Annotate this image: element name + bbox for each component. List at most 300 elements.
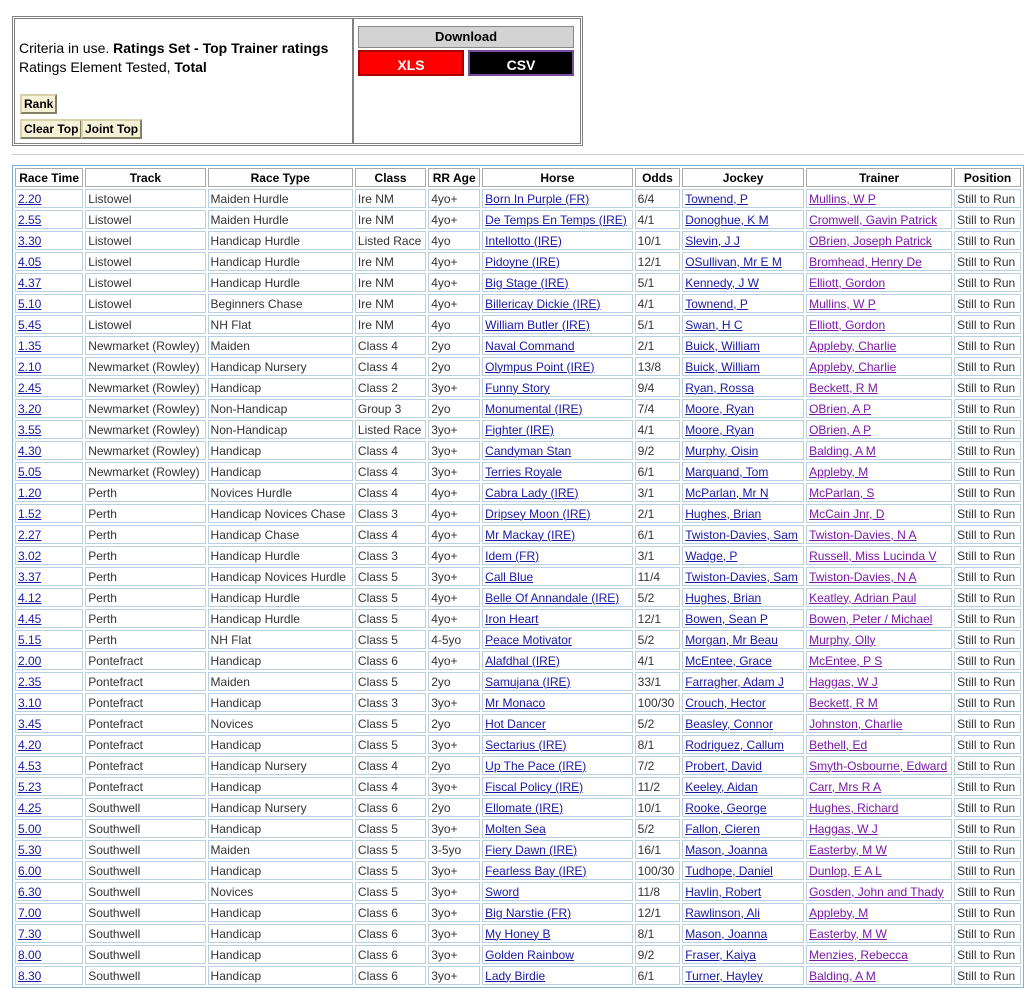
jockey-link[interactable]: OSullivan, Mr E M xyxy=(685,254,782,269)
horse-link[interactable]: Hot Dancer xyxy=(485,716,546,731)
horse-link[interactable]: Funny Story xyxy=(485,380,550,395)
horse-link[interactable]: Belle Of Annandale (IRE) xyxy=(485,590,620,605)
table-cell: 2yo xyxy=(428,357,480,376)
trainer-link[interactable]: Balding, A M xyxy=(809,443,876,458)
table-cell: Still to Run xyxy=(954,546,1021,565)
race-time-link[interactable]: 8.30 xyxy=(18,968,42,983)
race-time-link[interactable]: 4.05 xyxy=(18,254,42,269)
trainer-link[interactable]: Johnston, Charlie xyxy=(809,716,903,731)
table-cell xyxy=(15,819,83,838)
table-cell: 5/2 xyxy=(635,630,681,649)
table-cell: 3yo+ xyxy=(428,861,480,880)
column-header: Race Type xyxy=(208,168,353,187)
jockey-link[interactable]: Townend, P xyxy=(685,191,748,206)
table-cell xyxy=(15,273,83,292)
table-cell: Still to Run xyxy=(954,399,1021,418)
table-cell: Still to Run xyxy=(954,357,1021,376)
table-cell xyxy=(682,189,804,208)
table-cell: Still to Run xyxy=(954,315,1021,334)
jockey-link[interactable]: Twiston-Davies, Sam xyxy=(685,527,798,542)
race-time-link[interactable]: 2.20 xyxy=(18,191,42,206)
table-cell: Southwell xyxy=(85,819,205,838)
table-cell: Handicap Novices Chase xyxy=(208,504,353,523)
horse-link[interactable]: Terries Royale xyxy=(485,464,562,479)
table-cell xyxy=(15,546,83,565)
trainer-link[interactable]: Mullins, W P xyxy=(809,296,876,311)
jockey-link[interactable]: Marquand, Tom xyxy=(685,464,769,479)
trainer-link[interactable]: Appleby, M xyxy=(809,905,869,920)
trainer-link[interactable]: McEntee, P S xyxy=(809,653,883,668)
table-cell xyxy=(482,945,632,964)
table-cell: Class 4 xyxy=(355,336,426,355)
column-header: Odds xyxy=(635,168,681,187)
horse-link[interactable]: Mr Monaco xyxy=(485,695,546,710)
table-cell: Class 6 xyxy=(355,651,426,670)
trainer-link[interactable]: OBrien, A P xyxy=(809,401,872,416)
race-time-link[interactable]: 2.10 xyxy=(18,359,42,374)
jockey-link[interactable]: McEntee, Grace xyxy=(685,653,772,668)
trainer-link[interactable]: Appleby, M xyxy=(809,464,869,479)
table-cell: Class 6 xyxy=(355,903,426,922)
jockey-link[interactable]: Mason, Joanna xyxy=(685,842,768,857)
horse-link[interactable]: De Temps En Temps (IRE) xyxy=(485,212,627,227)
table-cell xyxy=(806,336,952,355)
table-cell xyxy=(15,231,83,250)
trainer-link[interactable]: McCain Jnr, D xyxy=(809,506,885,521)
table-cell xyxy=(15,861,83,880)
jockey-link[interactable]: Turner, Hayley xyxy=(685,968,763,983)
table-cell xyxy=(482,882,632,901)
table-cell: Still to Run xyxy=(954,294,1021,313)
trainer-link[interactable]: OBrien, Joseph Patrick xyxy=(809,233,932,248)
horse-link[interactable]: Fiery Dawn (IRE) xyxy=(485,842,578,857)
table-cell: Handicap xyxy=(208,735,353,754)
table-cell: 9/2 xyxy=(635,945,681,964)
table-cell: Perth xyxy=(85,630,205,649)
race-time-link[interactable]: 4.12 xyxy=(18,590,42,605)
table-cell: 4yo+ xyxy=(428,504,480,523)
table-cell xyxy=(15,399,83,418)
horse-link[interactable]: Billericay Dickie (IRE) xyxy=(485,296,601,311)
table-cell xyxy=(682,672,804,691)
table-cell: 4yo+ xyxy=(428,273,480,292)
table-cell: 3yo+ xyxy=(428,777,480,796)
race-time-link[interactable]: 6.00 xyxy=(18,863,42,878)
table-cell: Handicap Nursery xyxy=(208,357,353,376)
jockey-link[interactable]: Mason, Joanna xyxy=(685,926,768,941)
table-cell xyxy=(482,756,632,775)
horse-link[interactable]: Lady Birdie xyxy=(485,968,546,983)
table-cell: Handicap xyxy=(208,966,353,985)
jockey-link[interactable]: Probert, David xyxy=(685,758,762,773)
trainer-link[interactable]: McParlan, S xyxy=(809,485,875,500)
table-cell xyxy=(482,210,632,229)
table-cell: Handicap xyxy=(208,441,353,460)
table-cell xyxy=(806,651,952,670)
table-cell: Newmarket (Rowley) xyxy=(85,378,205,397)
horse-link[interactable]: Up The Pace (IRE) xyxy=(485,758,587,773)
joint-top-button[interactable]: Joint Top xyxy=(81,119,142,139)
table-cell: 4yo+ xyxy=(428,525,480,544)
trainer-link[interactable]: Easterby, M W xyxy=(809,926,887,941)
table-cell: Handicap xyxy=(208,378,353,397)
table-cell: Newmarket (Rowley) xyxy=(85,462,205,481)
trainer-link[interactable]: Balding, A M xyxy=(809,968,876,983)
table-cell xyxy=(682,630,804,649)
header-row xyxy=(15,168,1021,187)
table-cell xyxy=(682,294,804,313)
horse-link[interactable]: Big Stage (IRE) xyxy=(485,275,569,290)
table-cell: Ire NM xyxy=(355,273,426,292)
jockey-link[interactable]: Farragher, Adam J xyxy=(685,674,784,689)
race-time-link[interactable]: 5.30 xyxy=(18,842,42,857)
table-cell: Still to Run xyxy=(954,609,1021,628)
trainer-link[interactable]: Elliott, Gordon xyxy=(809,275,886,290)
trainer-link[interactable]: Smyth-Osbourne, Edward xyxy=(809,758,948,773)
horse-link[interactable]: Peace Motivator xyxy=(485,632,572,647)
jockey-link[interactable]: Havlin, Robert xyxy=(685,884,762,899)
race-time-link[interactable]: 5.10 xyxy=(18,296,42,311)
trainer-link[interactable]: Appleby, Charlie xyxy=(809,359,897,374)
table-row xyxy=(15,546,1021,565)
trainer-link[interactable]: Haggas, W J xyxy=(809,674,878,689)
trainer-link[interactable]: Cromwell, Gavin Patrick xyxy=(809,212,938,227)
trainer-link[interactable]: Haggas, W J xyxy=(809,821,878,836)
horse-link[interactable]: Sectarius (IRE) xyxy=(485,737,567,752)
table-cell xyxy=(482,630,632,649)
horse-link[interactable]: Ellomate (IRE) xyxy=(485,800,564,815)
race-time-link[interactable]: 5.15 xyxy=(18,632,42,647)
trainer-link[interactable]: Easterby, M W xyxy=(809,842,887,857)
jockey-link[interactable]: McParlan, Mr N xyxy=(685,485,769,500)
jockey-link[interactable]: Tudhope, Daniel xyxy=(685,863,773,878)
horse-link[interactable]: Dripsey Moon (IRE) xyxy=(485,506,591,521)
races-table xyxy=(12,165,1024,988)
horse-link[interactable]: Idem (FR) xyxy=(485,548,540,563)
table-cell: 3yo+ xyxy=(428,882,480,901)
trainer-link[interactable]: Appleby, Charlie xyxy=(809,338,897,353)
table-cell xyxy=(482,462,632,481)
race-time-link[interactable]: 5.23 xyxy=(18,779,42,794)
jockey-link[interactable]: Buick, William xyxy=(685,359,760,374)
table-cell: Pontefract xyxy=(85,735,205,754)
race-time-link[interactable]: 7.30 xyxy=(18,926,42,941)
csv-download-button[interactable]: CSV xyxy=(468,50,574,76)
table-cell xyxy=(482,504,632,523)
horse-link[interactable]: Fearless Bay (IRE) xyxy=(485,863,587,878)
table-cell xyxy=(682,231,804,250)
jockey-link[interactable]: Buick, William xyxy=(685,338,760,353)
rank-button[interactable]: Rank xyxy=(20,94,57,114)
table-cell xyxy=(806,462,952,481)
race-time-link[interactable]: 6.30 xyxy=(18,884,42,899)
table-cell: 2/1 xyxy=(635,336,681,355)
trainer-link[interactable]: Gosden, John and Thady xyxy=(809,884,944,899)
race-time-link[interactable]: 4.37 xyxy=(18,275,42,290)
table-cell: Still to Run xyxy=(954,651,1021,670)
table-cell: Handicap xyxy=(208,651,353,670)
jockey-link[interactable]: Crouch, Hector xyxy=(685,695,766,710)
jockey-link[interactable]: Hughes, Brian xyxy=(685,506,762,521)
table-row xyxy=(15,231,1021,250)
table-cell: Handicap xyxy=(208,462,353,481)
table-cell xyxy=(682,399,804,418)
table-cell: Class 6 xyxy=(355,945,426,964)
table-cell: 3yo+ xyxy=(428,819,480,838)
table-cell: Class 4 xyxy=(355,357,426,376)
jockey-link[interactable]: Ryan, Rossa xyxy=(685,380,754,395)
table-cell: Class 5 xyxy=(355,714,426,733)
race-time-link[interactable]: 2.45 xyxy=(18,380,42,395)
race-time-link[interactable]: 3.37 xyxy=(18,569,42,584)
jockey-link[interactable]: Moore, Ryan xyxy=(685,422,754,437)
trainer-link[interactable]: Beckett, R M xyxy=(809,695,878,710)
trainer-link[interactable]: Russell, Miss Lucinda V xyxy=(809,548,937,563)
race-time-link[interactable]: 1.52 xyxy=(18,506,42,521)
table-row xyxy=(15,399,1021,418)
race-time-link[interactable]: 7.00 xyxy=(18,905,42,920)
table-cell xyxy=(15,798,83,817)
horse-link[interactable]: Golden Rainbow xyxy=(485,947,574,962)
horse-link[interactable]: Alafdhal (IRE) xyxy=(485,653,560,668)
table-cell: Newmarket (Rowley) xyxy=(85,399,205,418)
jockey-link[interactable]: Rooke, George xyxy=(685,800,767,815)
race-time-link[interactable]: 8.00 xyxy=(18,947,42,962)
table-cell xyxy=(806,798,952,817)
table-row xyxy=(15,273,1021,292)
jockey-link[interactable]: Murphy, Oisin xyxy=(685,443,759,458)
horse-link[interactable]: Big Narstie (FR) xyxy=(485,905,572,920)
trainer-link[interactable]: Beckett, R M xyxy=(809,380,878,395)
jockey-link[interactable]: Rodriguez, Callum xyxy=(685,737,784,752)
race-time-link[interactable]: 4.53 xyxy=(18,758,42,773)
horse-link[interactable]: Mr Mackay (IRE) xyxy=(485,527,576,542)
table-row xyxy=(15,441,1021,460)
jockey-link[interactable]: Rawlinson, Ali xyxy=(685,905,760,920)
jockey-link[interactable]: Morgan, Mr Beau xyxy=(685,632,778,647)
criteria-line xyxy=(19,40,328,56)
horse-link[interactable]: Naval Command xyxy=(485,338,575,353)
trainer-link[interactable]: OBrien, A P xyxy=(809,422,872,437)
jockey-link[interactable]: Fraser, Kaiya xyxy=(685,947,756,962)
table-cell: Listed Race xyxy=(355,231,426,250)
table-cell xyxy=(482,735,632,754)
horse-link[interactable]: My Honey B xyxy=(485,926,551,941)
race-time-link[interactable]: 3.02 xyxy=(18,548,42,563)
table-cell xyxy=(682,483,804,502)
horse-link[interactable]: Monumental (IRE) xyxy=(485,401,583,416)
race-time-link[interactable]: 5.45 xyxy=(18,317,42,332)
jockey-link[interactable]: Townend, P xyxy=(685,296,748,311)
table-cell: Class 4 xyxy=(355,777,426,796)
table-cell: Still to Run xyxy=(954,273,1021,292)
race-time-link[interactable]: 5.05 xyxy=(18,464,42,479)
table-cell xyxy=(15,882,83,901)
table-cell: Southwell xyxy=(85,966,205,985)
table-cell: Ire NM xyxy=(355,189,426,208)
horse-link[interactable]: Candyman Stan xyxy=(485,443,572,458)
table-cell xyxy=(15,903,83,922)
table-cell xyxy=(806,861,952,880)
race-time-link[interactable]: 1.20 xyxy=(18,485,42,500)
table-row xyxy=(15,693,1021,712)
table-cell xyxy=(682,441,804,460)
horse-link[interactable]: Pidoyne (IRE) xyxy=(485,254,560,269)
table-cell: Handicap Hurdle xyxy=(208,252,353,271)
table-cell xyxy=(682,588,804,607)
race-time-link[interactable]: 2.55 xyxy=(18,212,42,227)
trainer-link[interactable]: Mullins, W P xyxy=(809,191,876,206)
table-cell: Ire NM xyxy=(355,210,426,229)
column-header: Trainer xyxy=(806,168,952,187)
race-time-link[interactable]: 4.20 xyxy=(18,737,42,752)
race-time-link[interactable]: 4.25 xyxy=(18,800,42,815)
jockey-link[interactable]: Keeley, Aidan xyxy=(685,779,758,794)
trainer-link[interactable]: Elliott, Gordon xyxy=(809,317,886,332)
race-time-link[interactable]: 5.00 xyxy=(18,821,42,836)
table-row xyxy=(15,189,1021,208)
table-cell: Still to Run xyxy=(954,819,1021,838)
jockey-link[interactable]: Moore, Ryan xyxy=(685,401,754,416)
trainer-link[interactable]: Keatley, Adrian Paul xyxy=(809,590,917,605)
table-cell: Handicap xyxy=(208,945,353,964)
table-cell xyxy=(482,861,632,880)
table-cell: Handicap Hurdle xyxy=(208,609,353,628)
horse-link[interactable]: Molten Sea xyxy=(485,821,546,836)
table-cell xyxy=(806,840,952,859)
jockey-link[interactable]: Slevin, J J xyxy=(685,233,740,248)
race-time-link[interactable]: 1.35 xyxy=(18,338,42,353)
table-row xyxy=(15,252,1021,271)
table-cell xyxy=(682,651,804,670)
table-cell: Maiden xyxy=(208,840,353,859)
horse-link[interactable]: Sword xyxy=(485,884,520,899)
table-row xyxy=(15,378,1021,397)
race-time-link[interactable]: 3.45 xyxy=(18,716,42,731)
race-time-link[interactable]: 2.27 xyxy=(18,527,42,542)
horse-link[interactable]: Call Blue xyxy=(485,569,534,584)
jockey-link[interactable]: Swan, H C xyxy=(685,317,743,332)
trainer-link[interactable]: Bethell, Ed xyxy=(809,737,868,752)
column-header: Horse xyxy=(482,168,632,187)
trainer-link[interactable]: Hughes, Richard xyxy=(809,800,899,815)
table-cell: 9/2 xyxy=(635,441,681,460)
table-cell: 33/1 xyxy=(635,672,681,691)
horse-link[interactable]: Olympus Point (IRE) xyxy=(485,359,595,374)
jockey-link[interactable]: Donoghue, K M xyxy=(685,212,769,227)
table-cell xyxy=(482,693,632,712)
table-cell: Non-Handicap xyxy=(208,399,353,418)
divider xyxy=(12,154,1024,155)
table-cell xyxy=(482,966,632,985)
table-cell: Southwell xyxy=(85,903,205,922)
table-cell xyxy=(15,441,83,460)
race-time-link[interactable]: 3.30 xyxy=(18,233,42,248)
table-cell xyxy=(806,735,952,754)
jockey-link[interactable]: Fallon, Cieren xyxy=(685,821,760,836)
trainer-link[interactable]: Twiston-Davies, N A xyxy=(809,569,917,584)
trainer-link[interactable]: Twiston-Davies, N A xyxy=(809,527,917,542)
trainer-link[interactable]: Bromhead, Henry De xyxy=(809,254,922,269)
horse-link[interactable]: Samujana (IRE) xyxy=(485,674,571,689)
jockey-link[interactable]: Bowen, Sean P xyxy=(685,611,768,626)
trainer-link[interactable]: Menzies, Rebecca xyxy=(809,947,908,962)
table-cell: Still to Run xyxy=(954,420,1021,439)
clear-top-button[interactable]: Clear Top xyxy=(20,119,82,139)
jockey-link[interactable]: Hughes, Brian xyxy=(685,590,762,605)
table-row xyxy=(15,966,1021,985)
table-cell xyxy=(682,693,804,712)
table-cell: 12/1 xyxy=(635,252,681,271)
race-time-link[interactable]: 3.55 xyxy=(18,422,42,437)
jockey-link[interactable]: Beasley, Connor xyxy=(685,716,774,731)
jockey-link[interactable]: Kennedy, J W xyxy=(685,275,759,290)
table-cell xyxy=(682,924,804,943)
race-time-link[interactable]: 3.10 xyxy=(18,695,42,710)
table-cell xyxy=(682,714,804,733)
race-time-link[interactable]: 4.45 xyxy=(18,611,42,626)
race-time-link[interactable]: 2.35 xyxy=(18,674,42,689)
element-label: Ratings Element Tested, xyxy=(19,59,175,75)
table-cell: 5/2 xyxy=(635,714,681,733)
table-cell xyxy=(806,252,952,271)
horse-link[interactable]: Intellotto (IRE) xyxy=(485,233,562,248)
table-cell xyxy=(15,651,83,670)
table-cell: 4yo xyxy=(428,315,480,334)
table-row xyxy=(15,420,1021,439)
table-cell: Listowel xyxy=(85,189,205,208)
jockey-link[interactable]: Twiston-Davies, Sam xyxy=(685,569,798,584)
table-cell: Class 3 xyxy=(355,546,426,565)
table-cell xyxy=(15,189,83,208)
horse-link[interactable]: William Butler (IRE) xyxy=(485,317,590,332)
table-cell: 4yo+ xyxy=(428,294,480,313)
race-time-link[interactable]: 3.20 xyxy=(18,401,42,416)
trainer-link[interactable]: Carr, Mrs R A xyxy=(809,779,882,794)
horse-link[interactable]: Fighter (IRE) xyxy=(485,422,554,437)
horse-link[interactable]: Born In Purple (FR) xyxy=(485,191,590,206)
table-cell: 10/1 xyxy=(635,798,681,817)
table-cell: Handicap Chase xyxy=(208,525,353,544)
table-cell xyxy=(682,735,804,754)
table-cell xyxy=(482,714,632,733)
table-row xyxy=(15,609,1021,628)
jockey-link[interactable]: Wadge, P xyxy=(685,548,738,563)
table-cell xyxy=(806,504,952,523)
horse-link[interactable]: Cabra Lady (IRE) xyxy=(485,485,579,500)
table-cell: Still to Run xyxy=(954,378,1021,397)
table-cell xyxy=(682,945,804,964)
column-header: Position xyxy=(954,168,1021,187)
trainer-link[interactable]: Murphy, Olly xyxy=(809,632,876,647)
xls-download-button[interactable]: XLS xyxy=(358,50,464,76)
table-cell: Still to Run xyxy=(954,462,1021,481)
race-time-link[interactable]: 2.00 xyxy=(18,653,42,668)
race-time-link[interactable]: 4.30 xyxy=(18,443,42,458)
horse-link[interactable]: Fiscal Policy (IRE) xyxy=(485,779,584,794)
table-cell: Still to Run xyxy=(954,735,1021,754)
table-cell: Still to Run xyxy=(954,567,1021,586)
trainer-link[interactable]: Dunlop, E A L xyxy=(809,863,882,878)
table-cell xyxy=(482,567,632,586)
table-row xyxy=(15,798,1021,817)
table-cell: Non-Handicap xyxy=(208,420,353,439)
horse-link[interactable]: Iron Heart xyxy=(485,611,539,626)
table-cell: NH Flat xyxy=(208,315,353,334)
trainer-link[interactable]: Bowen, Peter / Michael xyxy=(809,611,933,626)
table-cell: Still to Run xyxy=(954,336,1021,355)
table-cell xyxy=(482,483,632,502)
